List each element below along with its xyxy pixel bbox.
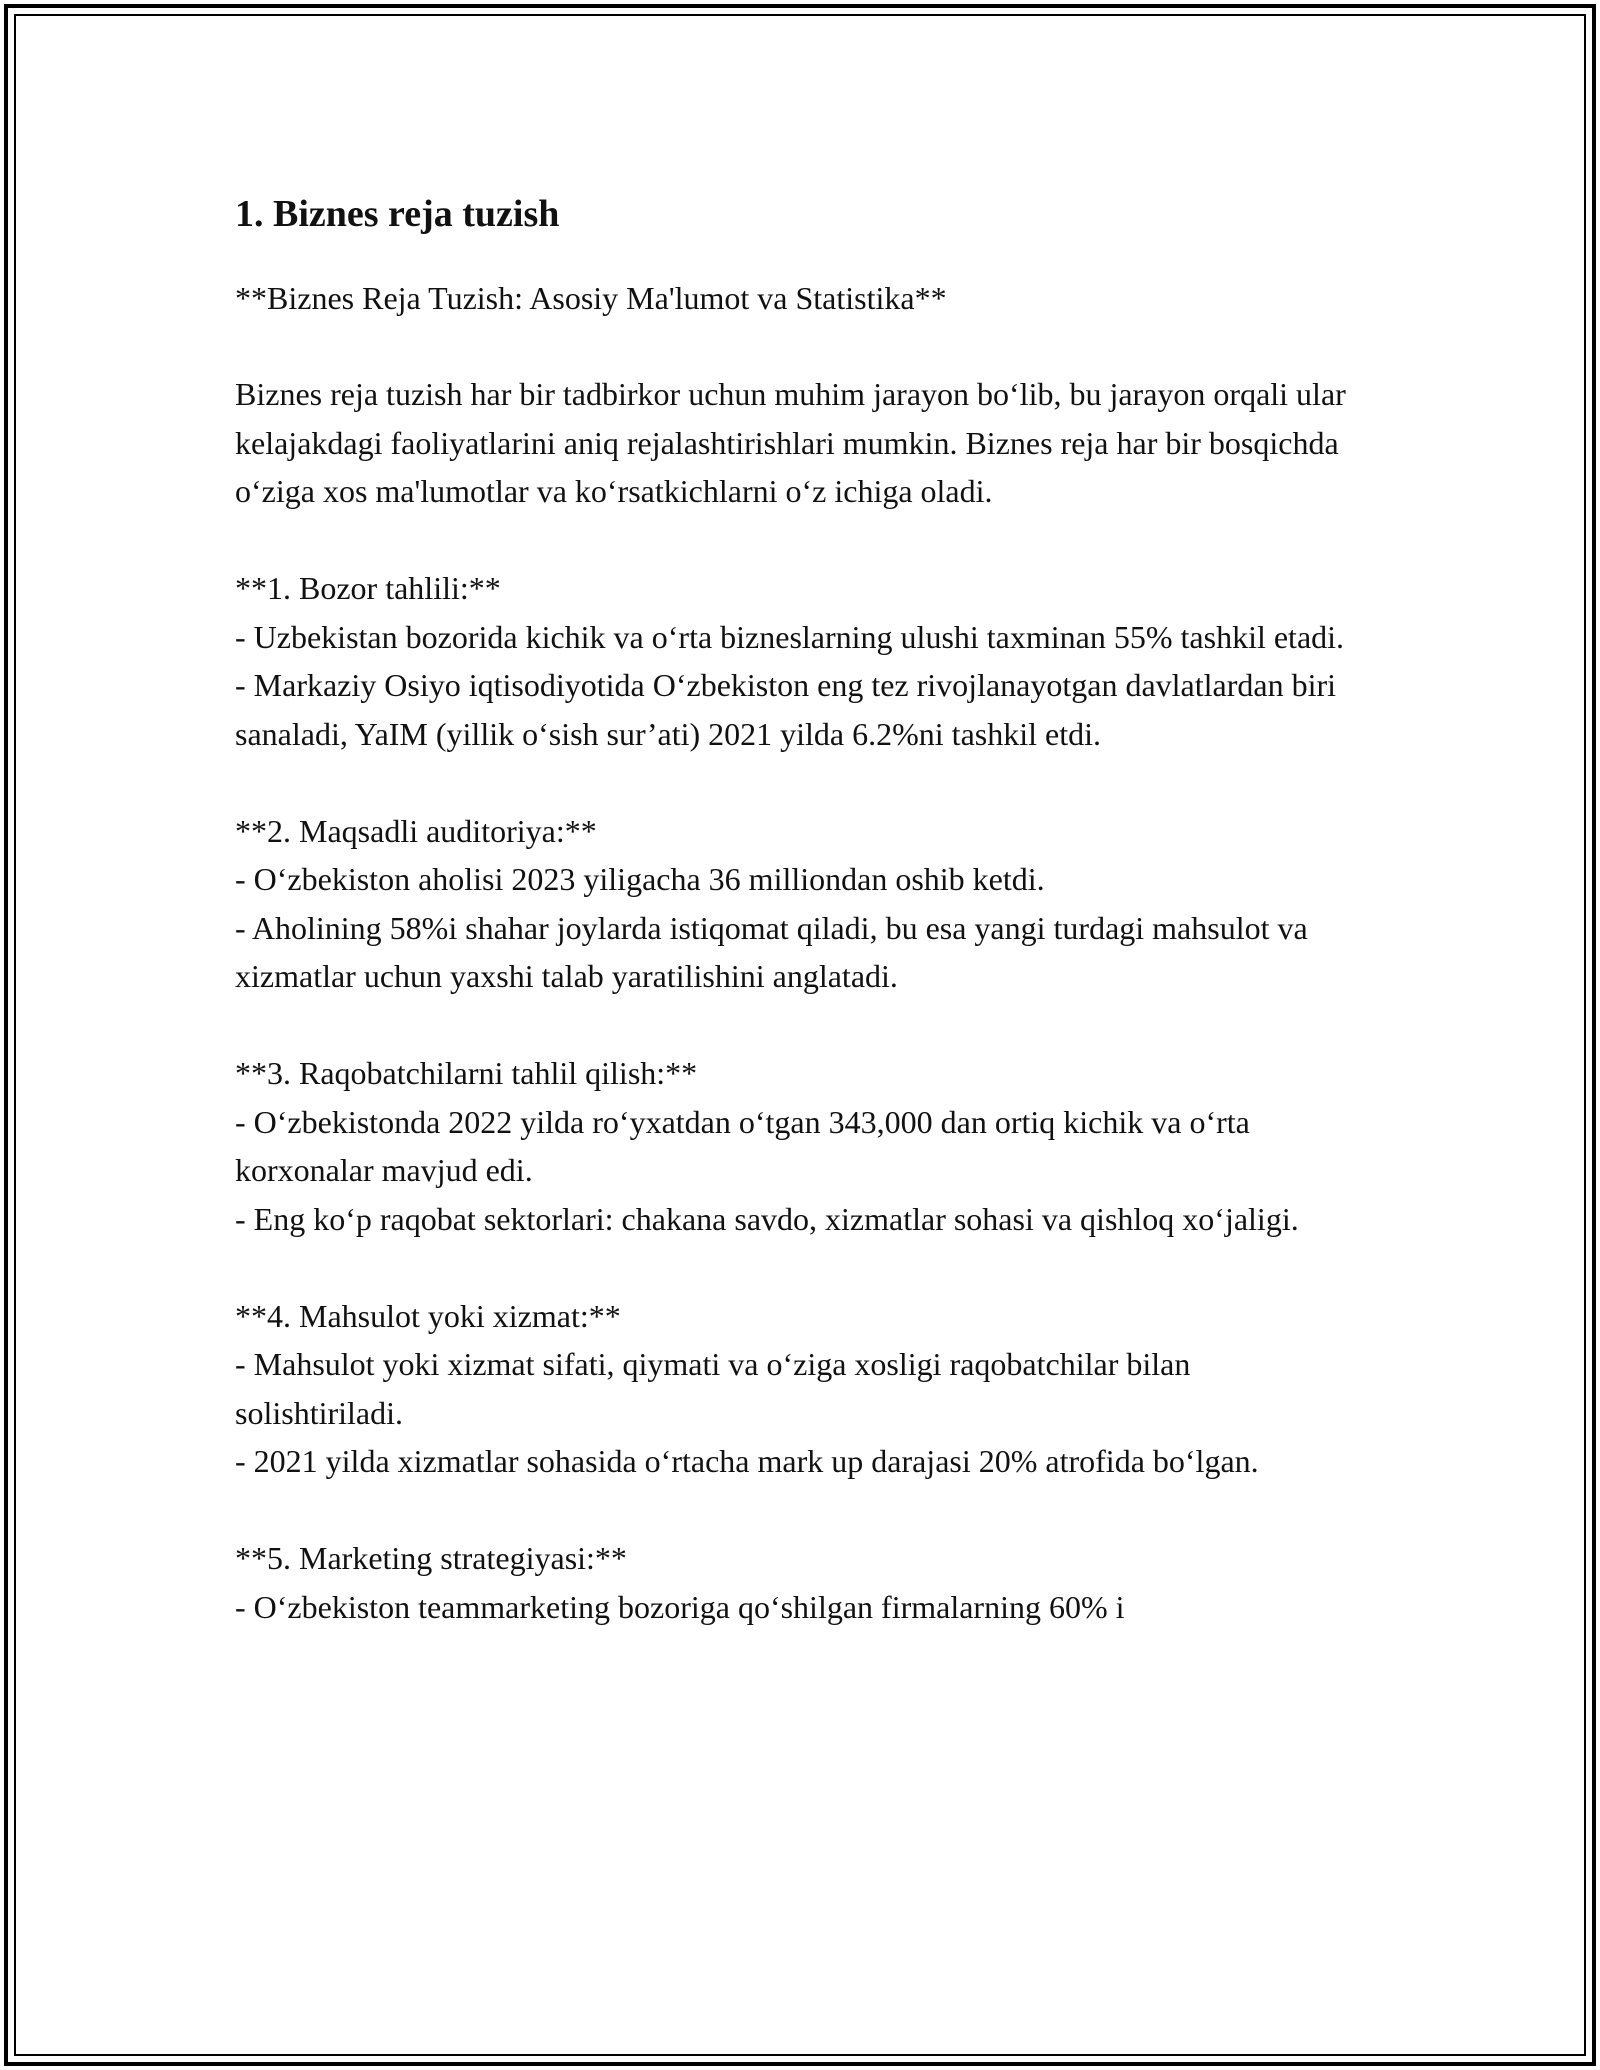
section-title: **1. Bozor tahlili:**	[235, 570, 501, 606]
section-title: **5. Marketing strategiyasi:**	[235, 1540, 627, 1576]
section-product-service	[235, 1292, 1365, 1486]
section-title: **3. Raqobatchilarni tahlil qilish:**	[235, 1055, 698, 1091]
section-competitor-analysis	[235, 1049, 1365, 1243]
section-marketing-strategy	[235, 1534, 1365, 1631]
bullet-item: - O‘zbekistonda 2022 yilda ro‘yxatdan o‘tgan 343,000 dan ortiq kichik va o‘rta korxonalar mavjud edi.	[235, 1103, 1250, 1188]
document-body	[235, 186, 1365, 1680]
bullet-item: - 2021 yilda xizmatlar sohasida o‘rtacha mark up darajasi 20% atrofida bo‘lgan.	[235, 1443, 1259, 1479]
bullet-item: - Eng ko‘p raqobat sektorlari: chakana savdo, xizmatlar sohasi va qishloq xo‘jaligi.	[235, 1200, 1299, 1237]
bullet-item: - Uzbekistan bozorida kichik va o‘rta bizneslarning ulushi taxminan 55% tashkil etadi.	[235, 618, 1345, 655]
section-title: **2. Maqsadli auditoriya:**	[235, 812, 597, 849]
bullet-item: - Aholining 58%i shahar joylarda istiqomat qiladi, bu esa yangi turdagi mahsulot va xizmatlar uchun yaxshi talab yaratilishini anglatadi.	[235, 909, 1308, 994]
intro-paragraph: Biznes reja tuzish har bir tadbirkor uchun muhim jarayon bo‘lib, bu jarayon orqali ular kelajakdagi faoliyatlarini aniq rejalashtirishlari mumkin. Biznes reja har bir bosqichda o‘ziga xos ma'lumotlar va ko‘rsatkichlarni o‘z ichiga oladi.	[235, 376, 1346, 509]
bullet-item: - O‘zbekiston aholisi 2023 yiligacha 36 milliondan oshib ketdi.	[235, 861, 1045, 897]
section-title: **4. Mahsulot yoki xizmat:**	[235, 1297, 621, 1334]
document-heading: 1. Biznes reja tuzish	[235, 193, 560, 235]
bullet-item: - Markaziy Osiyo iqtisodiyotida O‘zbekiston eng tez rivojlanayotgan davlatlardan biri sanaladi, YaIM (yillik o‘sish sur’ati) 2021 yilda 6.2%ni tashkil etdi.	[235, 667, 1337, 752]
section-target-audience	[235, 807, 1365, 1001]
section-market-analysis	[235, 564, 1365, 758]
document-subtitle: **Biznes Reja Tuzish: Asosiy Ma'lumot va Statistika**	[235, 280, 947, 316]
bullet-item: - Mahsulot yoki xizmat sifati, qiymati va o‘ziga xosligi raqobatchilar bilan solishtiriladi.	[235, 1346, 1191, 1431]
bullet-item: - O‘zbekiston teammarketing bozoriga qo‘shilgan firmalarning 60% i	[235, 1588, 1125, 1625]
